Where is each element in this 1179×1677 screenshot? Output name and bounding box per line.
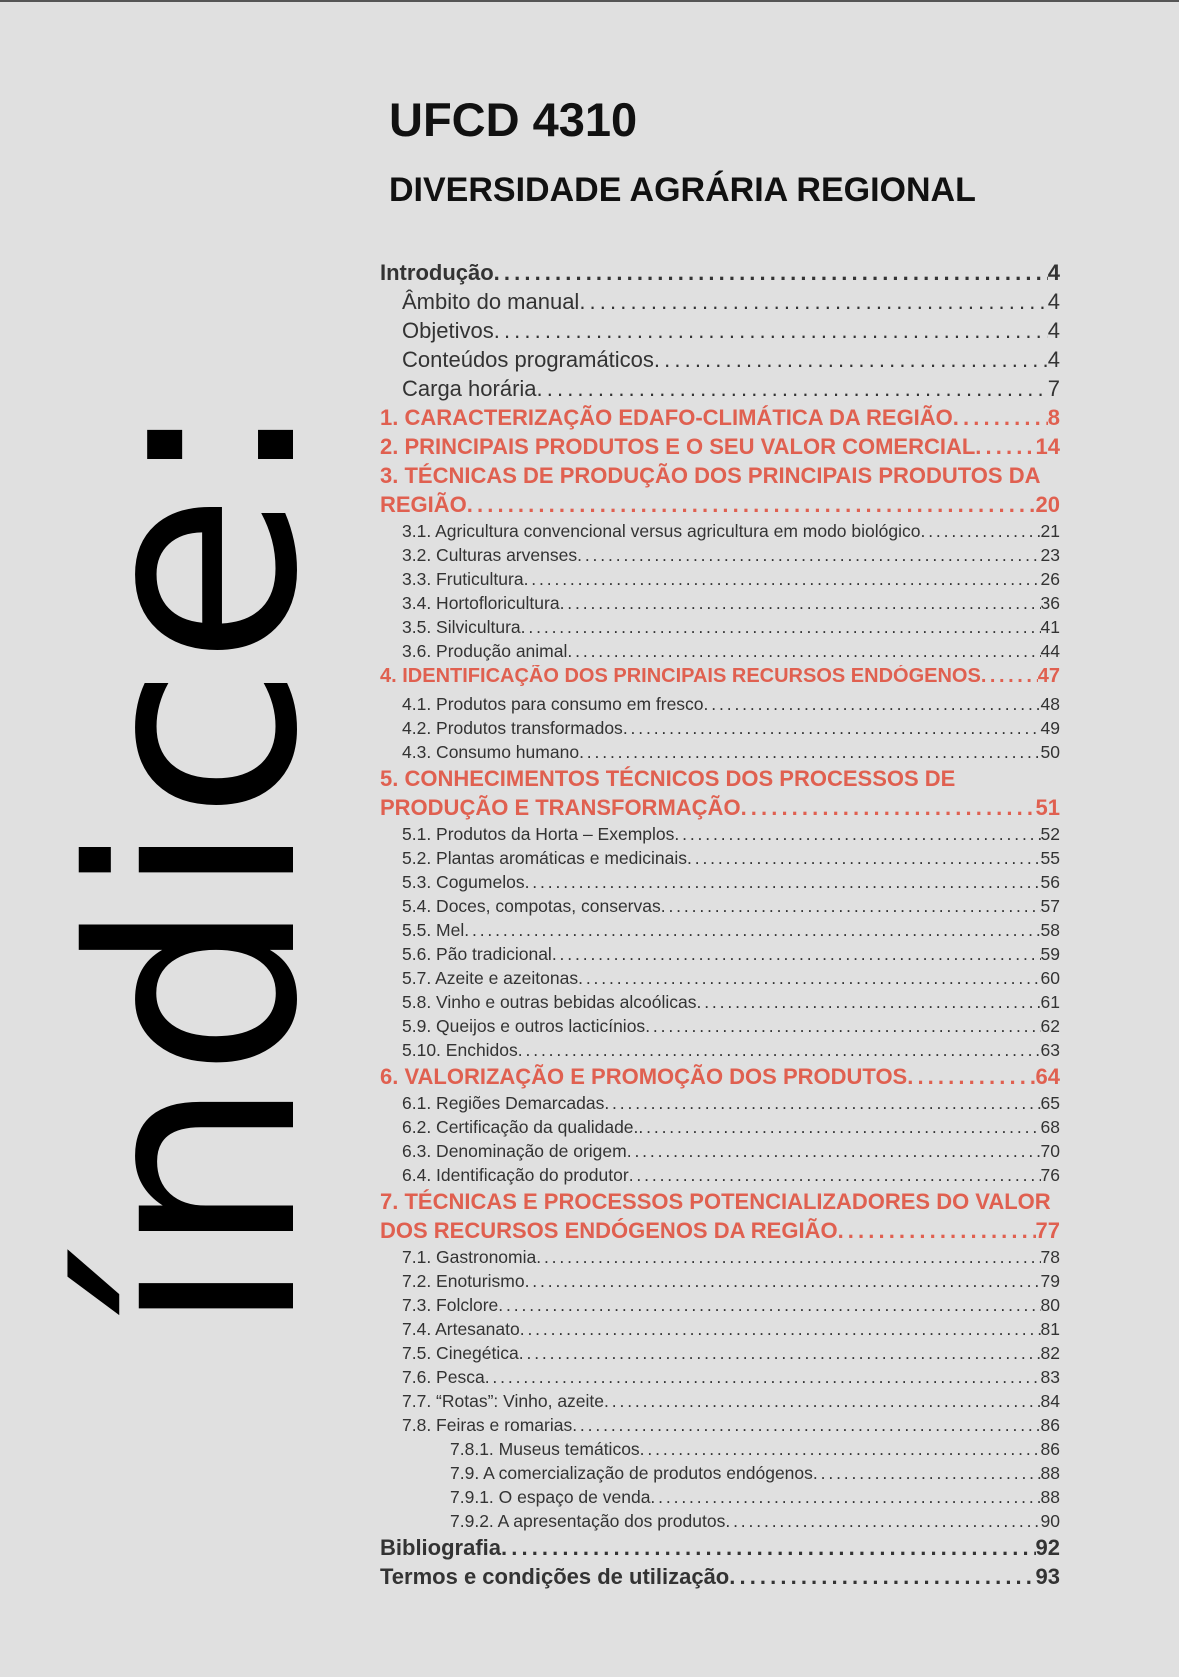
toc-entry[interactable] (380, 1064, 1060, 1093)
toc-page-number: 47 (1037, 665, 1060, 687)
toc-entry[interactable] (380, 1439, 1060, 1463)
document-title: UFCD 4310 (389, 93, 638, 146)
toc-entry[interactable] (380, 569, 1060, 593)
toc-page-number: 83 (1040, 1367, 1060, 1387)
toc-entry[interactable] (380, 1511, 1060, 1535)
index-heading: índice: (31, 397, 360, 1335)
toc-entry-heading-line (380, 766, 1060, 795)
toc-page-number: 52 (1040, 824, 1060, 844)
toc-dot-leader (687, 848, 1041, 869)
toc-entry-label: Introdução (380, 260, 494, 285)
toc-entry-label: Conteúdos programáticos (402, 347, 654, 372)
toc-page-number: 14 (1035, 434, 1060, 459)
toc-page-number: 4 (1047, 289, 1060, 314)
toc-page-number: 80 (1040, 1295, 1060, 1315)
toc-page-number: 4 (1047, 347, 1060, 372)
toc-entry-label: 7.1. Gastronomia (402, 1247, 537, 1267)
toc-page-number: 86 (1040, 1439, 1060, 1459)
toc-page-number: 64 (1035, 1064, 1060, 1089)
toc-entry-label: 5.5. Mel (402, 920, 465, 940)
toc-entry[interactable] (380, 1343, 1060, 1367)
toc-entry[interactable] (380, 1247, 1060, 1271)
toc-dot-leader (741, 795, 1036, 821)
toc-page-number: 51 (1035, 795, 1060, 820)
toc-entry[interactable] (380, 260, 1060, 289)
toc-entry-label: 3.4. Hortofloricultura (402, 593, 560, 613)
toc-dot-leader (638, 1117, 1040, 1138)
toc-entry[interactable] (380, 1319, 1060, 1343)
toc-dot-leader (704, 694, 1041, 715)
toc-entry[interactable] (380, 1093, 1060, 1117)
top-border (0, 0, 1179, 2)
toc-page-number: 8 (1047, 405, 1060, 430)
toc-entry-label: 7.7. “Rotas”: Vinho, azeite (402, 1391, 605, 1411)
toc-entry-label: 3.3. Fruticultura (402, 569, 524, 589)
toc-entry-label: 3.2. Culturas arvenses (402, 545, 578, 565)
toc-entry[interactable] (380, 1367, 1060, 1391)
toc-page-number: 48 (1040, 694, 1060, 714)
toc-entry-label: PRODUÇÃO E TRANSFORMAÇÃO (380, 795, 741, 820)
toc-dot-leader (485, 1367, 1041, 1388)
toc-page-number: 20 (1035, 492, 1060, 517)
toc-dot-leader (920, 521, 1040, 542)
toc-dot-leader (813, 1463, 1041, 1484)
toc-entry-label: 7.9.2. A apresentação dos produtos (450, 1511, 726, 1531)
toc-dot-leader (645, 1016, 1040, 1037)
toc-entry-label: 5.2. Plantas aromáticas e medicinais (402, 848, 687, 868)
toc-dot-leader (519, 1343, 1041, 1364)
toc-page-number: 78 (1040, 1247, 1060, 1267)
toc-dot-leader (674, 824, 1040, 845)
toc-entry[interactable] (380, 694, 1060, 718)
toc-entry[interactable] (380, 405, 1060, 434)
toc-dot-leader (604, 1093, 1040, 1114)
toc-dot-leader (579, 742, 1040, 763)
toc-entry-label: 5.6. Pão tradicional (402, 944, 552, 964)
toc-entry[interactable] (380, 665, 1060, 694)
toc-dot-leader (518, 1040, 1041, 1061)
toc-dot-leader (623, 718, 1041, 739)
toc-entry-label: 7.9.1. O espaço de venda (450, 1487, 651, 1507)
toc-page-number: 57 (1040, 896, 1060, 916)
toc-entry-label: 5.1. Produtos da Horta – Exemplos (402, 824, 675, 844)
toc-dot-leader (579, 289, 1047, 315)
toc-entry-label: DOS RECURSOS ENDÓGENOS DA REGIÃO (380, 1218, 838, 1243)
toc-page-number: 92 (1035, 1535, 1060, 1560)
toc-entry[interactable] (380, 795, 1060, 824)
toc-entry[interactable] (380, 1391, 1060, 1415)
toc-page-number: 93 (1035, 1564, 1060, 1589)
toc-entry-label: Termos e condições de utilização (380, 1564, 730, 1589)
toc-entry[interactable] (380, 593, 1060, 617)
toc-dot-leader (838, 1218, 1036, 1244)
toc-dot-leader (467, 492, 1036, 518)
toc-page-number: 77 (1035, 1218, 1060, 1243)
toc-dot-leader (604, 1391, 1041, 1412)
toc-entry[interactable] (380, 1564, 1060, 1593)
toc-dot-leader (524, 569, 1041, 590)
toc-dot-leader (661, 896, 1041, 917)
toc-entry[interactable] (380, 289, 1060, 318)
toc-entry-label: Carga horária (402, 376, 537, 401)
toc-entry[interactable] (380, 1165, 1060, 1189)
toc-entry-label: Bibliografia (380, 1535, 502, 1560)
toc-dot-leader (725, 1511, 1040, 1532)
toc-page-number: 82 (1040, 1343, 1060, 1363)
toc-entry[interactable] (380, 920, 1060, 944)
toc-page-number: 21 (1040, 521, 1060, 541)
toc-dot-leader (552, 944, 1041, 965)
toc-entry-label: 5.9. Queijos e outros lacticínios (402, 1016, 646, 1036)
toc-page-number: 79 (1040, 1271, 1060, 1291)
toc-entry-label: 6.2. Certificação da qualidade. (402, 1117, 639, 1137)
toc-page-number: 81 (1040, 1319, 1060, 1339)
toc-entry[interactable] (380, 1040, 1060, 1064)
toc-entry[interactable] (380, 1487, 1060, 1511)
toc-dot-leader (536, 1247, 1040, 1268)
toc-dot-leader (627, 1141, 1041, 1162)
toc-entry[interactable] (380, 992, 1060, 1016)
toc-dot-leader (654, 347, 1048, 373)
toc-entry[interactable] (380, 1271, 1060, 1295)
toc-entry-label: 4.1. Produtos para consumo em fresco (402, 694, 704, 714)
toc-entry-label: 3.1. Agricultura convencional versus agricultura em modo biológico (402, 521, 921, 541)
toc-page-number: 36 (1040, 593, 1060, 613)
toc-dot-leader (629, 1165, 1041, 1186)
toc-entry-label: 7.3. Folclore (402, 1295, 499, 1315)
toc-dot-leader (464, 920, 1040, 941)
toc-page-number: 56 (1040, 872, 1060, 892)
toc-page-number: 58 (1040, 920, 1060, 940)
toc-entry-label: Âmbito do manual (402, 289, 580, 314)
toc-dot-leader (981, 665, 1038, 688)
toc-entry-heading-line (380, 1189, 1060, 1218)
toc-dot-leader (525, 1271, 1041, 1292)
toc-entry-label: Objetivos (402, 318, 494, 343)
toc-dot-leader (567, 641, 1040, 662)
toc-page-number: 49 (1040, 718, 1060, 738)
toc-entry-label: 1. CARACTERIZAÇÃO EDAFO-CLIMÁTICA DA REGIÃO (380, 405, 953, 430)
toc-entry-label: 5.8. Vinho e outras bebidas alcoólicas (402, 992, 697, 1012)
toc-entry[interactable] (380, 1535, 1060, 1564)
toc-entry[interactable] (380, 1415, 1060, 1439)
toc-page-number: 61 (1040, 992, 1060, 1012)
toc-page-number: 88 (1040, 1463, 1060, 1483)
toc-entry-label: 3. TÉCNICAS DE PRODUÇÃO DOS PRINCIPAIS PRODUTOS DA (380, 463, 1041, 488)
toc-entry[interactable] (380, 944, 1060, 968)
toc-entry-label: 6.1. Regiões Demarcadas (402, 1093, 605, 1113)
toc-page-number: 26 (1040, 569, 1060, 589)
toc-dot-leader (640, 1439, 1041, 1460)
toc-dot-leader (494, 318, 1048, 344)
toc-entry[interactable] (380, 318, 1060, 347)
toc-entry[interactable] (380, 872, 1060, 896)
toc-page-number: 90 (1040, 1511, 1060, 1531)
toc-entry-label: 5. CONHECIMENTOS TÉCNICOS DOS PROCESSOS DE (380, 766, 956, 791)
toc-page-number: 65 (1040, 1093, 1060, 1113)
toc-entry-heading-line (380, 463, 1060, 492)
toc-page-number: 44 (1040, 641, 1060, 661)
toc-page-number: 4 (1047, 260, 1060, 285)
toc-entry[interactable] (380, 545, 1060, 569)
toc-page-number: 4 (1047, 318, 1060, 343)
toc-page-number: 59 (1040, 944, 1060, 964)
toc-entry[interactable] (380, 896, 1060, 920)
toc-page-number: 55 (1040, 848, 1060, 868)
toc-page-number: 23 (1040, 545, 1060, 565)
toc-dot-leader (907, 1064, 1035, 1090)
toc-dot-leader (498, 1295, 1040, 1316)
toc-entry-label: 7.8. Feiras e romarias (402, 1415, 573, 1435)
toc-entry-label: 7.4. Artesanato (402, 1319, 520, 1339)
toc-entry-label: 4.2. Produtos transformados (402, 718, 623, 738)
toc-entry-label: 7.6. Pesca (402, 1367, 485, 1387)
toc-entry[interactable] (380, 968, 1060, 992)
toc-dot-leader (696, 992, 1040, 1013)
toc-entry[interactable] (380, 492, 1060, 521)
toc-entry[interactable] (380, 1141, 1060, 1165)
toc-entry-label: 2. PRINCIPAIS PRODUTOS E O SEU VALOR COMERCIAL (380, 434, 976, 459)
toc-page-number: 68 (1040, 1117, 1060, 1137)
toc-entry-label: 6.4. Identificação do produtor (402, 1165, 629, 1185)
toc-entry-label: 6.3. Denominação de origem (402, 1141, 627, 1161)
toc-entry[interactable] (380, 641, 1060, 665)
toc-dot-leader (494, 260, 1048, 286)
toc-entry-label: 4. IDENTIFICAÇÃO DOS PRINCIPAIS RECURSOS ENDÓGENOS (380, 665, 981, 687)
toc-page-number: 76 (1040, 1165, 1060, 1185)
toc-dot-leader (578, 968, 1040, 989)
toc-dot-leader (650, 1487, 1040, 1508)
toc-page-number: 84 (1040, 1391, 1060, 1411)
toc-page-number: 70 (1040, 1141, 1060, 1161)
toc-dot-leader (577, 545, 1040, 566)
toc-entry[interactable] (380, 848, 1060, 872)
toc-entry[interactable] (380, 434, 1060, 463)
toc-entry[interactable] (380, 1295, 1060, 1319)
toc-page-number: 50 (1040, 742, 1060, 762)
document-subtitle: DIVERSIDADE AGRÁRIA REGIONAL (389, 171, 976, 209)
toc-entry-label: 7.2. Enoturismo (402, 1271, 525, 1291)
toc-page-number: 60 (1040, 968, 1060, 988)
toc-page-number: 63 (1040, 1040, 1060, 1060)
toc-entry[interactable] (380, 1016, 1060, 1040)
toc-entry[interactable] (380, 376, 1060, 405)
toc-dot-leader (537, 376, 1048, 402)
toc-entry-label: 7.5. Cinegética (402, 1343, 519, 1363)
toc-dot-leader (572, 1415, 1040, 1436)
toc-dot-leader (525, 872, 1041, 893)
toc-dot-leader (521, 617, 1041, 638)
toc-page-number: 62 (1040, 1016, 1060, 1036)
toc-entry-label: 7. TÉCNICAS E PROCESSOS POTENCIALIZADORES DO VALOR (380, 1189, 1051, 1214)
toc-entry-label: 7.8.1. Museus temáticos (450, 1439, 640, 1459)
toc-dot-leader (975, 434, 1035, 460)
toc-entry[interactable] (380, 824, 1060, 848)
toc-entry-label: 7.9. A comercialização de produtos endógenos (450, 1463, 813, 1483)
toc-entry-label: 5.3. Cogumelos (402, 872, 525, 892)
toc-entry[interactable] (380, 1218, 1060, 1247)
toc-entry[interactable] (380, 347, 1060, 376)
toc-entry[interactable] (380, 742, 1060, 766)
toc-dot-leader (953, 405, 1048, 431)
toc-page-number: 7 (1047, 376, 1060, 401)
toc-dot-leader (520, 1319, 1041, 1340)
toc-dot-leader (729, 1564, 1035, 1590)
toc-entry-label: 6. VALORIZAÇÃO E PROMOÇÃO DOS PRODUTOS (380, 1064, 908, 1089)
toc-entry[interactable] (380, 1117, 1060, 1141)
toc-entry-label: 3.5. Silvicultura (402, 617, 521, 637)
toc-entry-label: REGIÃO (380, 492, 467, 517)
toc-entry-label: 5.4. Doces, compotas, conservas (402, 896, 661, 916)
toc-entry[interactable] (380, 617, 1060, 641)
toc-entry[interactable] (380, 718, 1060, 742)
toc-page-number: 41 (1040, 617, 1060, 637)
toc-dot-leader (501, 1535, 1036, 1561)
toc-dot-leader (560, 593, 1041, 614)
table-of-contents (380, 260, 1060, 1593)
toc-page-number: 88 (1040, 1487, 1060, 1507)
toc-page-number: 86 (1040, 1415, 1060, 1435)
toc-entry-label: 5.7. Azeite e azeitonas (402, 968, 579, 988)
toc-entry[interactable] (380, 521, 1060, 545)
toc-entry-label: 4.3. Consumo humano (402, 742, 580, 762)
toc-entry[interactable] (380, 1463, 1060, 1487)
toc-entry-label: 3.6. Produção animal (402, 641, 568, 661)
toc-entry-label: 5.10. Enchidos (402, 1040, 518, 1060)
